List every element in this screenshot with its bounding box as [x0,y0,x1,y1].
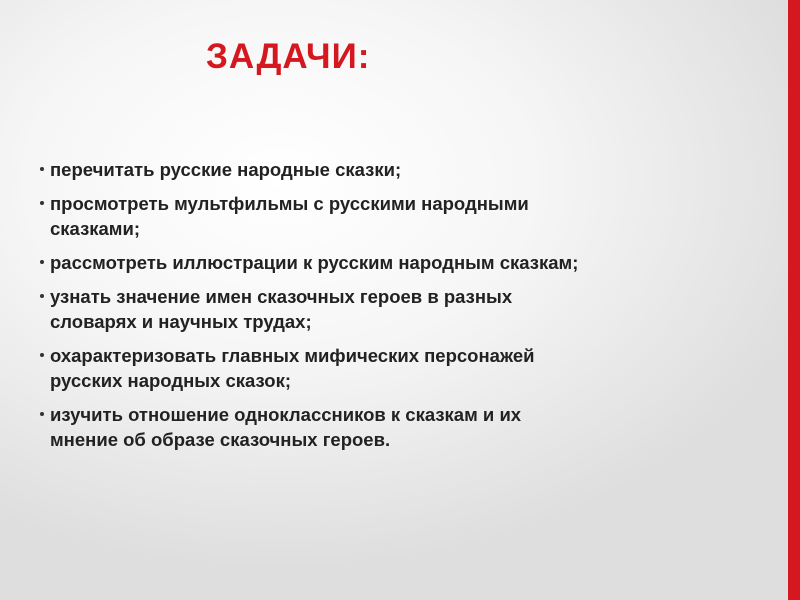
list-item-text-continued: сказками; [50,218,141,239]
bullet-dot-icon [40,167,44,171]
slide-title: ЗАДАЧИ: [206,37,371,76]
list-item [44,191,734,241]
list-item-text: изучить отношение одноклассников к сказкам и их [50,404,522,425]
list-item-text-continued: русских народных сказок; [50,370,292,391]
list-item [44,250,734,275]
list-item [44,157,734,182]
list-item-text: охарактеризовать главных мифических персонажей [50,345,535,366]
bullet-dot-icon [40,294,44,298]
list-item-text: рассмотреть иллюстрации к русским народным сказкам; [50,252,579,273]
task-list [44,157,734,461]
list-item-text-continued: словарях и научных трудах; [50,311,312,332]
list-item-text: узнать значение имен сказочных героев в разных [50,286,513,307]
list-item [44,284,734,334]
bullet-dot-icon [40,201,44,205]
list-item [44,343,734,393]
bullet-dot-icon [40,353,44,357]
list-item-text: просмотреть мультфильмы с русскими народными [50,193,529,214]
list-item [44,402,734,452]
list-item-text-continued: мнение об образе сказочных героев. [50,429,391,450]
accent-bar [788,0,800,600]
bullet-dot-icon [40,260,44,264]
list-item-text: перечитать русские народные сказки; [50,159,402,180]
bullet-dot-icon [40,412,44,416]
